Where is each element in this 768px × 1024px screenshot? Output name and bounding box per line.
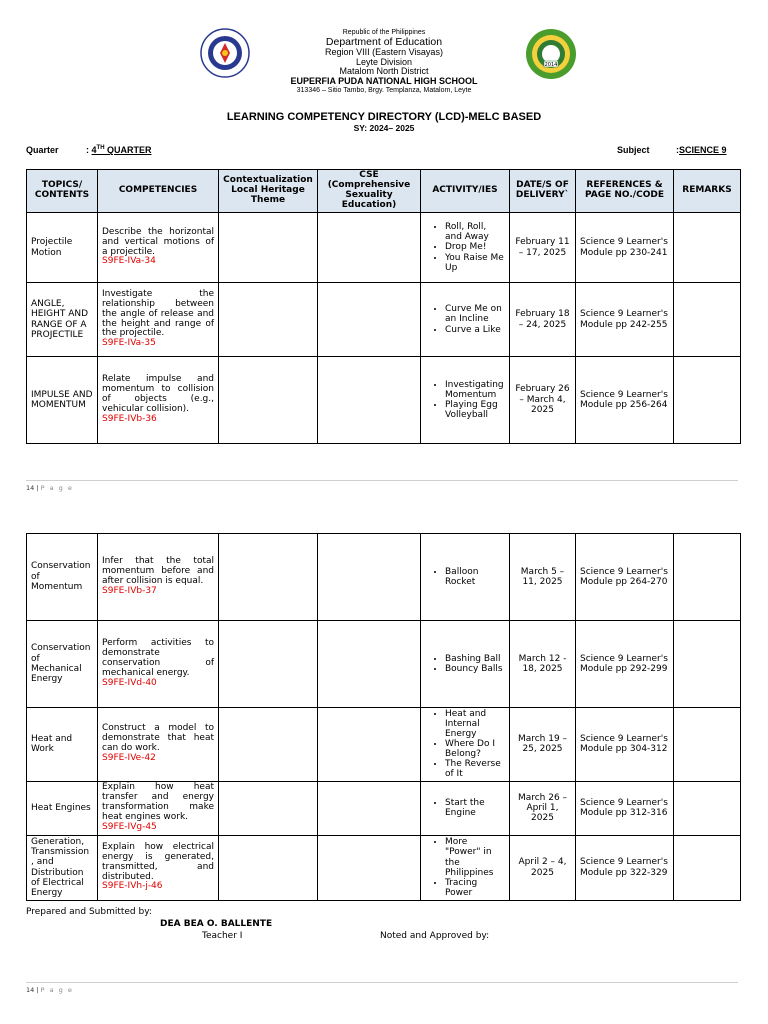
date-cell: February 11 – 17, 2025 — [510, 213, 576, 283]
competency-code: S9FE-IVh-j-46 — [102, 881, 163, 892]
activity-item: • Investigating Momentum — [445, 380, 505, 400]
activities-cell — [421, 283, 510, 357]
competency-cell: Perform activities to demonstrate conservation of mechanical energy. S9FE-IVd-40 — [98, 621, 219, 708]
letterhead — [0, 29, 768, 94]
remarks-cell — [674, 621, 741, 708]
quarter-label: Quarter — [26, 145, 59, 155]
table-row — [27, 534, 741, 621]
reference-cell: Science 9 Learner's Module pp 264-270 — [576, 534, 674, 621]
school-address: 313346 – Sitio Tambo, Brgy. Templanza, Matalom, Leyte — [296, 86, 472, 94]
subject-label: Subject — [617, 145, 650, 155]
table-row — [27, 835, 741, 900]
topic-cell: Projectile Motion — [27, 213, 98, 283]
noted-by-label: Noted and Approved by: — [380, 931, 490, 941]
contextualization-cell — [219, 534, 318, 621]
contextualization-cell — [219, 621, 318, 708]
date-cell: February 18 – 24, 2025 — [510, 283, 576, 357]
activities-cell — [421, 708, 510, 782]
republic-line: Republic of the Philippines — [342, 29, 426, 36]
competency-table-page2 — [26, 533, 741, 901]
competency-code: S9FE-IVa-34 — [102, 256, 156, 267]
competency-cell: Infer that the total momentum before and after collision is equal. S9FE-IVb-37 — [98, 534, 219, 621]
cse-cell — [318, 621, 421, 708]
topic-cell: Conservation of Mechanical Energy — [27, 621, 98, 708]
contextualization-cell — [219, 213, 318, 283]
activity-item: • Curve a Like — [445, 325, 505, 335]
title-sy: SY: 2024– 2025 — [353, 122, 415, 133]
reference-cell: Science 9 Learner's Module pp 242-255 — [576, 283, 674, 357]
competency-cell: Explain how heat transfer and energy transformation make heat engines work. S9FE-IVg-45 — [98, 781, 219, 835]
competency-code: S9FE-IVd-40 — [102, 677, 157, 688]
activity-item: • Tracing Power — [445, 878, 505, 898]
table-row — [27, 621, 741, 708]
contextualization-cell — [219, 835, 318, 900]
division-line: Leyte Division — [355, 56, 413, 67]
cse-cell — [318, 213, 421, 283]
reference-cell: Science 9 Learner's Module pp 304-312 — [576, 708, 674, 782]
teacher-position: Teacher I — [202, 931, 243, 941]
activities-cell — [421, 213, 510, 283]
competency-cell: Describe the horizontal and vertical motions of a projectile. S9FE-IVa-34 — [98, 213, 219, 283]
prepared-by-label: Prepared and Submitted by: — [26, 907, 152, 917]
table-row — [27, 283, 741, 357]
remarks-cell — [674, 534, 741, 621]
competency-cell: Explain how electrical energy is generated, transmitted, and distributed. S9FE-IVh-j-46 — [98, 835, 219, 900]
cse-cell — [318, 357, 421, 444]
activities-cell — [421, 621, 510, 708]
date-cell: March 12 - 18, 2025 — [510, 621, 576, 708]
reference-cell: Science 9 Learner's Module pp 230-241 — [576, 213, 674, 283]
topic-cell: IMPULSE AND MOMENTUM — [27, 357, 98, 444]
topic-cell: Heat and Work — [27, 708, 98, 782]
table-row — [27, 213, 741, 283]
contextualization-cell — [219, 708, 318, 782]
date-cell: February 26 – March 4, 2025 — [510, 357, 576, 444]
seal-year-text: 2014 — [544, 62, 558, 68]
school-name: EUPERFIA PUDA NATIONAL HIGH SCHOOL — [290, 76, 478, 87]
district-line: Matalom North District — [339, 66, 429, 77]
document-title — [0, 112, 768, 132]
activity-item: • The Reverse of It — [445, 759, 505, 779]
activities-cell — [421, 534, 510, 621]
competency-cell: Construct a model to demonstrate that heat can do work. S9FE-IVe-42 — [98, 708, 219, 782]
col-header-activities: ACTIVITY/IES — [421, 170, 510, 213]
activity-item: • Roll, Roll, and Away — [445, 222, 505, 242]
activity-item: • Bouncy Balls — [445, 664, 505, 674]
subject-value: :SCIENCE 9 — [676, 145, 727, 155]
activity-item: • Bashing Ball — [445, 654, 505, 664]
remarks-cell — [674, 781, 741, 835]
activity-item: • Drop Me! — [445, 242, 505, 252]
remarks-cell — [674, 835, 741, 900]
col-header-contextualization: Contextualization Local Heritage Theme — [219, 170, 318, 213]
reference-cell: Science 9 Learner's Module pp 256-264 — [576, 357, 674, 444]
page-footer: 14 | P a g e — [26, 480, 738, 492]
activity-item: • Where Do I Belong? — [445, 739, 505, 759]
table-row — [27, 781, 741, 835]
date-cell: March 26 – April 1, 2025 — [510, 781, 576, 835]
competency-code: S9FE-IVe-42 — [102, 753, 156, 764]
activities-cell — [421, 357, 510, 444]
remarks-cell — [674, 708, 741, 782]
teacher-name: DEA BEA O. BALLENTE — [160, 919, 273, 929]
remarks-cell — [674, 357, 741, 444]
col-header-competencies: COMPETENCIES — [98, 170, 219, 213]
table-row — [27, 357, 741, 444]
activity-item: • Curve Me on an Incline — [445, 304, 505, 324]
activity-item: • Start the Engine — [445, 798, 505, 818]
page-footer-2: 14 | P a g e — [26, 982, 738, 994]
competency-code: S9FE-IVa-35 — [102, 338, 156, 349]
date-cell: March 19 – 25, 2025 — [510, 708, 576, 782]
col-header-remarks: REMARKS — [674, 170, 741, 213]
department-line: Department of Education — [325, 35, 443, 48]
competency-cell: Investigate the relationship between the angle of release and the height and range of the projectile. S9FE-IVa-35 — [98, 283, 219, 357]
reference-cell: Science 9 Learner's Module pp 292-299 — [576, 621, 674, 708]
activity-item: • You Raise Me Up — [445, 253, 505, 273]
activity-item: • Playing Egg Volleyball — [445, 400, 505, 420]
competency-code: S9FE-IVb-37 — [102, 585, 157, 596]
cse-cell — [318, 835, 421, 900]
col-header-references: REFERENCES & PAGE NO./CODE — [576, 170, 674, 213]
contextualization-cell — [219, 357, 318, 444]
topic-cell: Conservation of Momentum — [27, 534, 98, 621]
title-main: LEARNING COMPETENCY DIRECTORY (LCD)-MELC BASED — [226, 111, 542, 123]
contextualization-cell — [219, 283, 318, 357]
date-cell: March 5 – 11, 2025 — [510, 534, 576, 621]
col-header-topics: TOPICS/ CONTENTS — [27, 170, 98, 213]
topic-cell: Heat Engines — [27, 781, 98, 835]
remarks-cell — [674, 283, 741, 357]
remarks-cell — [674, 213, 741, 283]
reference-cell: Science 9 Learner's Module pp 312-316 — [576, 781, 674, 835]
cse-cell — [318, 534, 421, 621]
cse-cell — [318, 781, 421, 835]
contextualization-cell — [219, 781, 318, 835]
col-header-dates: DATE/S OF DELIVERY` — [510, 170, 576, 213]
activity-item: • Balloon Rocket — [445, 567, 505, 587]
activity-item: • More "Power" in the Philippines — [445, 837, 505, 877]
activities-cell — [421, 781, 510, 835]
cse-cell — [318, 283, 421, 357]
cse-cell — [318, 708, 421, 782]
table-row — [27, 708, 741, 782]
date-cell: April 2 – 4, 2025 — [510, 835, 576, 900]
reference-cell: Science 9 Learner's Module pp 322-329 — [576, 835, 674, 900]
activities-cell — [421, 835, 510, 900]
competency-code: S9FE-IVg-45 — [102, 821, 157, 832]
topic-cell: Generation, Transmission , and Distribution of Electrical Energy — [27, 835, 98, 900]
topic-cell: ANGLE, HEIGHT AND RANGE OF A PROJECTILE — [27, 283, 98, 357]
region-line: Region VIII (Eastern Visayas) — [325, 46, 443, 57]
col-header-cse: CSE (Comprehensive Sexuality Education) — [318, 170, 421, 213]
competency-cell: Relate impulse and momentum to collision of objects (e.g., vehicular collision). S9FE-IVb-36 — [98, 357, 219, 444]
activity-item: • Heat and Internal Energy — [445, 709, 505, 739]
quarter-value: : 4TH QUARTER — [86, 145, 152, 155]
competency-code: S9FE-IVb-36 — [102, 413, 157, 424]
competency-table-page1 — [26, 169, 741, 444]
